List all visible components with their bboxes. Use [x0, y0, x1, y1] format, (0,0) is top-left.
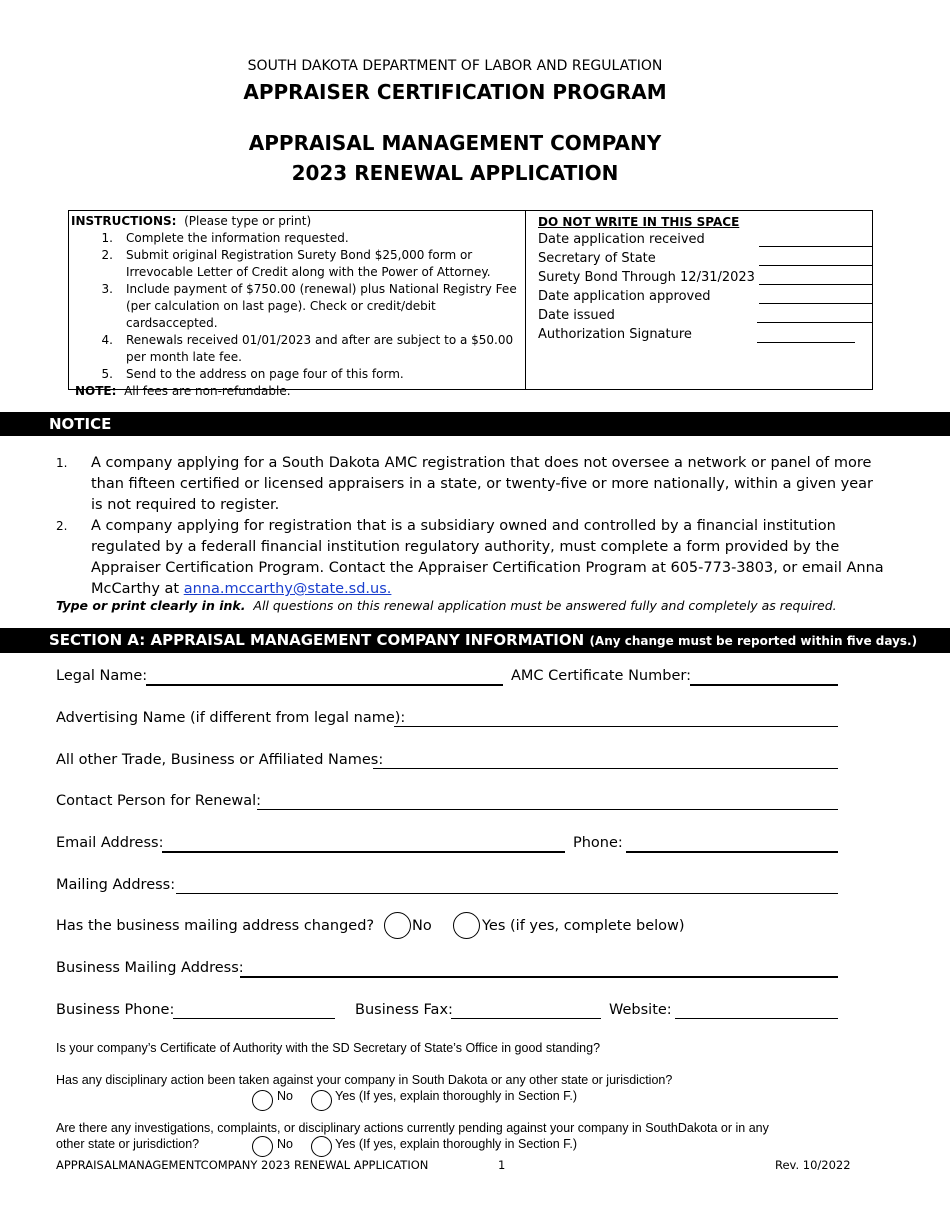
office-use-heading: DO NOT WRITE IN THIS SPACE: [538, 215, 740, 229]
office-use-field: Surety Bond Through 12/31/2023: [538, 270, 755, 285]
advertising-name-label: Advertising Name (if different from legal name):: [56, 710, 406, 726]
other-names-label: All other Trade, Business or Affiliated Names:: [56, 752, 384, 768]
good-standing-question: Is your company’s Certificate of Authority with the SD Secretary of State’s Office in good standing?: [56, 1041, 601, 1055]
pending-no-label: No: [277, 1137, 293, 1151]
business-phone-label: Business Phone:: [56, 1002, 175, 1018]
pending-no-radio[interactable]: [252, 1136, 273, 1157]
footer-page-number: 1: [498, 1158, 506, 1172]
amc-cert-field[interactable]: [690, 684, 838, 686]
address-changed-yes-label: Yes (if yes, complete below): [482, 918, 685, 934]
instruction-item: 2. Submit original Registration Surety Bond $25,000 form or Irrevocable Letter of Credit along with the Power of Attorney.: [101, 248, 491, 279]
contact-email-link[interactable]: anna.mccarthy@state.sd.us.: [183, 581, 392, 597]
phone-field[interactable]: [626, 851, 838, 853]
contact-person-label: Contact Person for Renewal:: [56, 793, 262, 809]
phone-label: Phone:: [573, 835, 623, 851]
instructions-box: [68, 210, 873, 398]
pending-yes-radio[interactable]: [311, 1136, 332, 1157]
address-changed-yes-radio[interactable]: [453, 912, 480, 939]
instruction-item: 3. Include payment of $750.00 (renewal) plus National Registry Fee (per calculation on last page). Check or credit/debit cardsaccepted.: [101, 282, 517, 330]
advertising-name-field[interactable]: [394, 726, 838, 727]
footer-revision: Rev. 10/2022: [775, 1158, 851, 1172]
address-changed-no-label: No: [412, 918, 432, 934]
mailing-address-label: Mailing Address:: [56, 877, 176, 893]
office-use-field: Date application approved: [538, 289, 711, 304]
instructions-heading-row: [71, 213, 521, 230]
instruction-item: 4. Renewals received 01/01/2023 and after are subject to a $50.00 per month late fee.: [101, 333, 514, 364]
email-label: Email Address:: [56, 835, 164, 851]
website-field[interactable]: [675, 1018, 838, 1019]
disciplinary-yes-label: Yes (If yes, explain thoroughly in Section F.): [335, 1089, 578, 1103]
business-fax-field[interactable]: [451, 1018, 601, 1019]
legal-name-label: Legal Name:: [56, 668, 148, 684]
business-fax-label: Business Fax:: [355, 1002, 453, 1018]
office-use-field: Date issued: [538, 308, 615, 323]
disciplinary-no-radio[interactable]: [252, 1090, 273, 1111]
pending-question-line2: other state or jurisdiction?: [56, 1137, 200, 1151]
office-use-field: Authorization Signature: [538, 327, 692, 342]
form-title-line2: 2023 RENEWAL APPLICATION: [291, 161, 619, 185]
email-field[interactable]: [162, 851, 565, 853]
legal-name-field[interactable]: [146, 684, 503, 686]
print-instruction: Type or print clearly in ink. All questions on this renewal application must be answered fully and completely as required.: [56, 598, 837, 613]
instructions-panel: [71, 213, 521, 400]
instructions-note: NOTE: All fees are non-refundable.: [75, 384, 291, 398]
office-use-line[interactable]: [759, 246, 873, 247]
contact-person-field[interactable]: [257, 809, 838, 810]
address-changed-no-radio[interactable]: [384, 912, 411, 939]
section-a-bar: SECTION A: APPRAISAL MANAGEMENT COMPANY INFORMATION (Any change must be reported within five days.): [0, 628, 950, 653]
instructions-heading-note: (Please type or print): [184, 214, 312, 228]
amc-cert-label: AMC Certificate Number:: [511, 668, 691, 684]
office-use-line[interactable]: [759, 303, 873, 304]
disciplinary-yes-radio[interactable]: [311, 1090, 332, 1111]
office-use-line[interactable]: [757, 342, 855, 343]
disciplinary-question: Has any disciplinary action been taken against your company in South Dakota or any other state or jurisdiction?: [56, 1073, 673, 1087]
other-names-field[interactable]: [373, 768, 838, 769]
disciplinary-no-label: No: [277, 1089, 293, 1103]
office-use-field: Date application received: [538, 232, 705, 247]
instruction-item: 1. Complete the information requested.: [101, 231, 349, 245]
notice-bar: NOTICE: [0, 412, 950, 436]
instruction-item: 5. Send to the address on page four of this form.: [101, 367, 404, 381]
pending-question-line1: Are there any investigations, complaints, or disciplinary actions currently pending against your company in SouthDakota or in any: [56, 1121, 769, 1135]
office-use-line[interactable]: [759, 265, 873, 266]
footer-form-name: APPRAISALMANAGEMENTCOMPANY 2023 RENEWAL APPLICATION: [56, 1158, 429, 1172]
business-mailing-label: Business Mailing Address:: [56, 960, 244, 976]
instructions-heading: INSTRUCTIONS:: [71, 214, 177, 228]
address-changed-question: Has the business mailing address changed?: [56, 918, 375, 934]
department-name: SOUTH DAKOTA DEPARTMENT OF LABOR AND REGULATION: [247, 58, 663, 74]
mailing-address-field[interactable]: [176, 893, 838, 894]
office-use-line[interactable]: [759, 284, 873, 285]
business-mailing-field[interactable]: [240, 976, 838, 978]
office-use-line[interactable]: [757, 322, 873, 323]
website-label: Website:: [609, 1002, 672, 1018]
pending-yes-label: Yes (If yes, explain thoroughly in Section F.): [335, 1137, 578, 1151]
office-use-panel: [538, 214, 868, 344]
notice-list: [56, 453, 886, 600]
notice-item: 2. A company applying for registration that is a subsidiary owned and controlled by a financial institution regulated by a federall financial institution regulatory authority, must complete a form provided by the Appraiser Certification Program. Contact the Appraiser Certification Program at 605-773-3803, or email Anna McCarthy at anna.mccarthy@state.sd.us.: [56, 518, 884, 597]
box-divider: [525, 211, 526, 389]
form-title-line1: APPRAISAL MANAGEMENT COMPANY: [248, 131, 662, 155]
notice-item: 1. A company applying for a South Dakota AMC registration that does not oversee a network or panel of more than fifteen certified or licensed appraisers in a state, or twenty-five or more nationally, within a given year is not required to register.: [56, 455, 873, 513]
office-use-field: Secretary of State: [538, 251, 656, 266]
program-name: APPRAISER CERTIFICATION PROGRAM: [243, 80, 667, 104]
business-phone-field[interactable]: [173, 1018, 335, 1019]
